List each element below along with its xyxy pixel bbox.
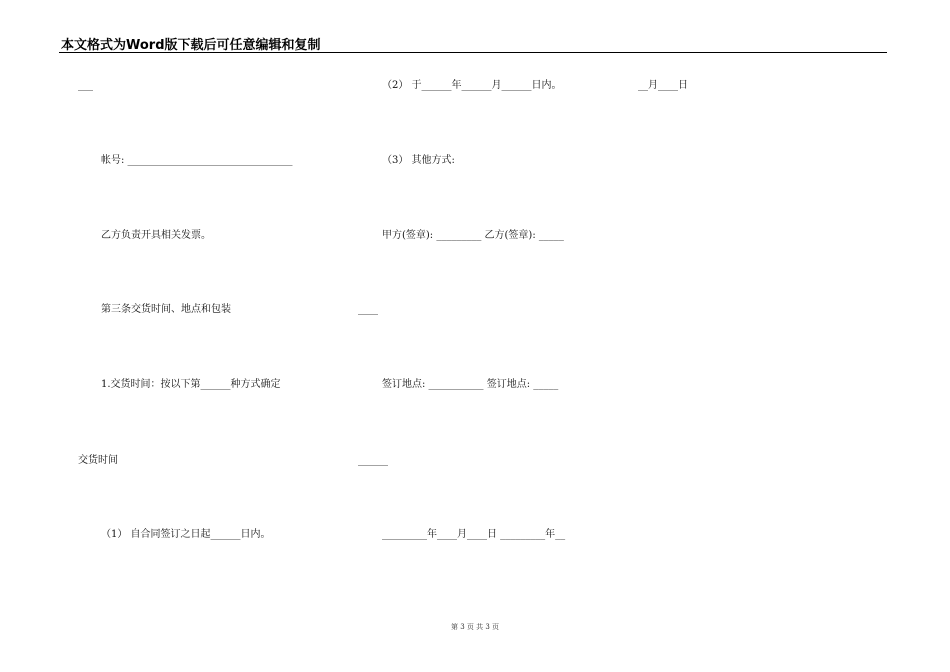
option-2: （2） 于______年______月______日内。	[382, 80, 562, 91]
blank-line: ______	[358, 455, 388, 466]
header-divider	[59, 52, 887, 53]
blank-line: ____	[358, 304, 378, 315]
date-line: _________年____月____日 _________年__	[382, 529, 566, 540]
account-field: 帐号: _________________________________	[101, 155, 293, 166]
page-footer: 第 3 页 共 3 页	[450, 623, 500, 631]
sign-place-line: 签订地点: ___________ 签订地点: _____	[382, 379, 559, 390]
delivery-time-label: 交货时间	[78, 455, 118, 466]
option-3: （3） 其他方式:	[382, 155, 455, 166]
article3-heading: 第三条交货时间、地点和包装	[101, 304, 231, 315]
option-2-tail: __月____日	[638, 80, 688, 91]
delivery-time-method: 1.交货时间：按以下第______种方式确定	[101, 379, 281, 390]
blank-line: ___	[78, 80, 93, 91]
invoice-text: 乙方负责开具相关发票。	[101, 230, 211, 241]
signature-line: 甲方(签章): _________ 乙方(签章): _____	[382, 230, 564, 241]
page-header-title: 本文格式为Word版下载后可任意编辑和复制	[61, 38, 321, 53]
option-1: （1） 自合同签订之日起______日内。	[101, 529, 271, 540]
